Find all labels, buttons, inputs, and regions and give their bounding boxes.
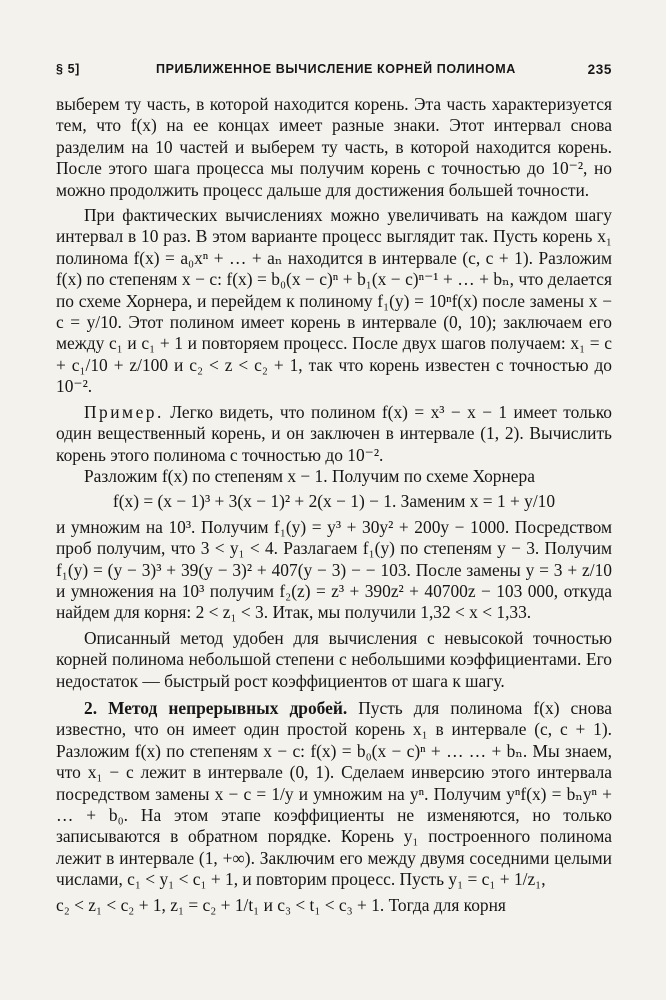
section-heading: 2. Метод непрерывных дробей. <box>84 697 348 718</box>
section-number: § 5] <box>56 62 80 76</box>
paragraph-6: Описанный метод удобен для вычисления с невысокой точностью корней полинома небольшой степени с небольшими коэффициентами. Его недостаток — быстрый рост коэффициентов от шага к шагу. <box>56 627 612 691</box>
paragraph-1: выберем ту часть, в которой находится корень. Эта часть характеризуется тем, что f(x) на ее концах имеет разные знаки. Этот интервал снова разделим на 10 частей и выберем ту часть, в которой находится корень. После этого шага процесса мы получим корень с точностью до 10⁻², но можно продолжить процесс дальше для достижения большей точности. <box>56 94 612 200</box>
equation-1: f(x) = (x − 1)³ + 3(x − 1)² + 2(x − 1) − 1. Заменим x = 1 + y/10 <box>112 491 556 512</box>
page-number: 235 <box>587 62 612 77</box>
section-text: Пусть для полинома f(x) снова известно, что он имеет один простой корень x₁ в интервале (c, c + 1). Разложим f(x) по степеням x − c: f(x) = b₀(x − c)ⁿ + … … + bₙ. Мы знаем, что x₁ − c лежит в интервале (0, 1). Сделаем инверсию этого интервала посредством замены x − c = 1/y и умножим на yⁿ. Получим yⁿf(x) = bₙyⁿ + … + b₀. На этом этапе коэффициенты не изменяются, но только записываются в обратном порядке. Корень y₁ построенного полинома лежит в интервале (1, +∞). Заключим его между двумя соседними целыми числами, c₁ < y₁ < c₁ + 1, и повторим процесс. Пусть y₁ = c₁ + 1/z₁, <box>56 697 612 890</box>
paragraph-4: Разложим f(x) по степеням x − 1. Получим по схеме Хорнера <box>84 465 535 486</box>
page-body <box>56 94 612 916</box>
example-label: Пример. <box>84 401 164 422</box>
running-header <box>56 62 612 82</box>
section-paragraph <box>56 698 612 891</box>
paragraph-2: При фактических вычислениях можно увеличивать на каждом шагу интервал в 10 раз. В этом варианте процесс выглядит так. Пусть корень x₁ полинома f(x) = a₀xⁿ + … + aₙ находится в интервале (c, c + 1). Разложим f(x) по степеням x − c: f(x) = b₀(x − c)ⁿ + b₁(x − c)ⁿ⁻¹ + … + bₙ, что делается по схеме Хорнера, и перейдем к полиному f₁(y) = 10ⁿf(x) после замены x − c = y/10. Этот полином имеет корень в интервале (0, 10); заключаем его между c₁ и c₁ + 1 и повторяем процесс. После двух шагов получаем: x₁ = c + c₁/10 + z/100 и c₂ < z < c₂ + 1, так что корень известен с точностью до 10⁻². <box>56 205 612 397</box>
paragraph-5: и умножим на 10³. Получим f₁(y) = y³ + 30y² + 200y − 1000. Посредством проб получим, что 3 < y₁ < 4. Разлагаем f₁(y) по степеням y − 3. Получим f₁(y) = (y − 3)³ + 39(y − 3)² + 407(y − 3) − − 103. После замены y = 3 + z/10 и умножения на 10³ получим f₂(z) = z³ + 390z² + 40700z − 103 000, откуда найдем для корня: 2 < z₁ < 3. Итак, мы получили 1,32 < x < 1,33. <box>56 516 612 623</box>
running-title: ПРИБЛИЖЕННОЕ ВЫЧИСЛЕНИЕ КОРНЕЙ ПОЛИНОМА <box>156 62 516 76</box>
example-text: Легко видеть, что полином f(x) = x³ − x − 1 имеет только один вещественный корень, и он заключен в интервале (1, 2). Вычислить корень этого полинома с точностью до 10⁻². <box>56 401 612 465</box>
example-paragraph <box>56 402 612 466</box>
equation-2: c₂ < z₁ < c₂ + 1, z₁ = c₂ + 1/t₁ и c₃ < t₁ < c₃ + 1. Тогда для корня <box>56 894 506 915</box>
